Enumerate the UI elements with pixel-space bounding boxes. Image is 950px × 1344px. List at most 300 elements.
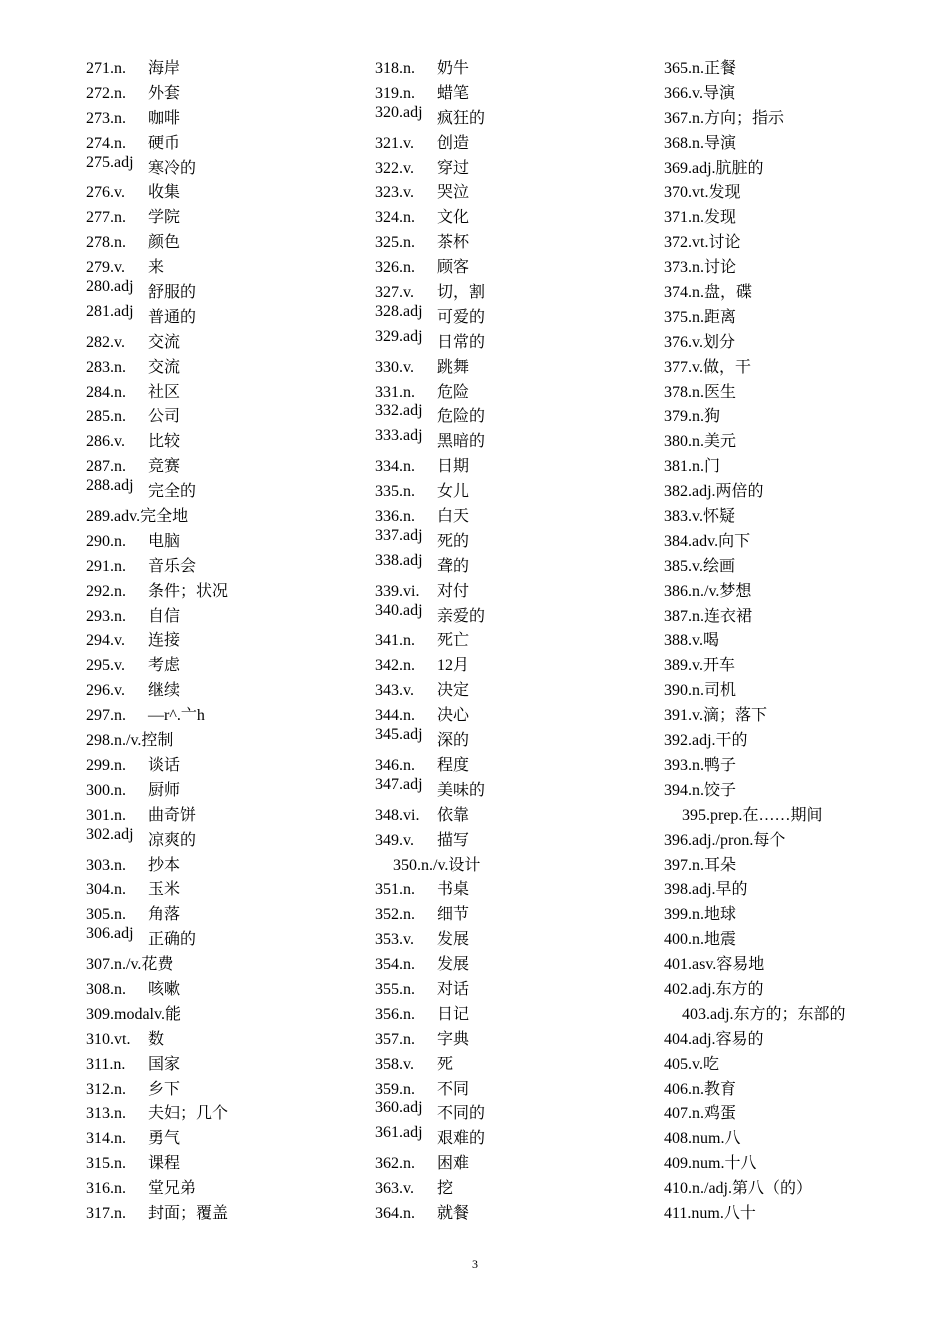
vocab-entry — [86, 704, 356, 729]
entry-definition: —r^.亠h — [148, 707, 205, 725]
entry-number: 380.n. — [664, 433, 704, 451]
vocab-entry — [86, 405, 356, 430]
entry-number: 287.n. — [86, 458, 126, 476]
vocab-entry — [86, 825, 356, 854]
entry-definition: 竞赛 — [148, 458, 181, 476]
entry-definition: 梦想 — [719, 582, 752, 600]
vocab-entry — [664, 804, 934, 829]
entry-number: 294.v. — [86, 632, 125, 650]
entry-number: 363.v. — [375, 1180, 414, 1198]
vocab-entry — [375, 1003, 645, 1028]
entry-definition: 决定 — [437, 682, 470, 700]
vocab-entry — [664, 978, 934, 1003]
entry-definition: 困难 — [437, 1155, 470, 1173]
vocab-entry — [86, 181, 356, 206]
entry-definition: 茶杯 — [437, 234, 470, 252]
entry-number: 401.asv. — [664, 956, 717, 974]
entry-definition: 自信 — [148, 607, 181, 625]
vocab-entry — [664, 1127, 934, 1152]
entry-number: 316.n. — [86, 1180, 126, 1198]
vocab-entry — [86, 57, 356, 82]
entry-definition: 美元 — [704, 433, 737, 451]
vocab-entry — [664, 928, 934, 953]
entry-definition: 发展 — [437, 931, 470, 949]
entry-number: 382.adj. — [664, 483, 716, 501]
vocab-entry — [664, 1078, 934, 1103]
entry-definition: 怀疑 — [702, 508, 735, 526]
entry-number: 304.n. — [86, 881, 126, 899]
entry-number: 345.adj — [375, 726, 423, 744]
entry-number: 332.adj — [375, 402, 423, 420]
entry-definition: 细节 — [437, 906, 470, 924]
entry-number: 340.adj — [375, 601, 423, 619]
vocab-entry — [664, 505, 934, 530]
vocab-entry — [375, 1124, 645, 1152]
vocab-entry — [664, 679, 934, 704]
entry-definition: 美味的 — [437, 781, 486, 799]
entry-number: 411.num. — [664, 1204, 724, 1222]
vocab-entry — [664, 654, 934, 679]
vocab-entry — [375, 829, 645, 854]
entry-definition: 容易的 — [715, 1030, 764, 1048]
entry-definition: 文化 — [437, 209, 470, 227]
entry-definition: 正确的 — [148, 931, 197, 949]
entry-definition: 吃 — [702, 1055, 719, 1073]
entry-definition: 来 — [148, 259, 165, 277]
entry-number: 271.n. — [86, 60, 126, 77]
entry-number: 400.n. — [664, 931, 704, 949]
entry-definition: 东方的 — [715, 980, 764, 998]
vocab-entry — [375, 231, 645, 256]
vocab-entry — [375, 427, 645, 455]
entry-number: 328.adj — [375, 302, 423, 320]
entry-definition: 完全地 — [140, 508, 189, 526]
vocab-entry — [375, 181, 645, 206]
vocab-entry — [375, 679, 645, 704]
entry-definition: 蜡笔 — [437, 84, 470, 102]
entry-definition: 决心 — [437, 707, 470, 725]
vocab-entry — [86, 331, 356, 356]
entry-number: 393.n. — [664, 756, 704, 774]
entry-definition: 创造 — [437, 134, 470, 152]
entry-number: 385.v. — [664, 557, 703, 575]
entry-definition: 海岸 — [148, 60, 181, 77]
entry-definition: 乡下 — [148, 1080, 181, 1098]
entry-definition: 死亡 — [437, 632, 470, 650]
vocab-entry — [86, 555, 356, 580]
entry-definition: 公司 — [148, 408, 181, 426]
vocab-entry — [664, 704, 934, 729]
entry-number: 322.v. — [375, 159, 414, 177]
entry-number: 358.v. — [375, 1055, 414, 1073]
entry-definition: 做，干 — [702, 358, 751, 376]
vocab-entry — [664, 331, 934, 356]
entry-definition: 硬币 — [148, 134, 181, 152]
entry-definition: 收集 — [148, 184, 181, 202]
vocab-entry — [86, 430, 356, 455]
vocab-entry — [375, 854, 645, 879]
entry-number: 297.n. — [86, 707, 126, 725]
vocab-entry — [86, 381, 356, 406]
entry-definition: 外套 — [148, 84, 181, 102]
entry-number: 309.modalv. — [86, 1005, 165, 1023]
vocab-entry — [86, 477, 356, 505]
entry-definition: 凉爽的 — [148, 831, 197, 849]
entry-definition: 向下 — [718, 532, 751, 550]
entry-definition: 不同的 — [437, 1105, 486, 1123]
entry-number: 308.n. — [86, 980, 126, 998]
vocab-entry — [86, 779, 356, 804]
page-number: 3 — [472, 1257, 478, 1271]
entry-number: 376.v. — [664, 333, 703, 351]
vocab-entry — [664, 854, 934, 879]
entry-number: 337.adj — [375, 526, 423, 544]
vocab-entry — [86, 1127, 356, 1152]
entry-definition: 咖啡 — [148, 109, 181, 127]
entry-definition: 聋的 — [437, 557, 470, 575]
entry-number: 324.n. — [375, 209, 415, 227]
entry-number: 274.n. — [86, 134, 126, 152]
entry-number: 296.v. — [86, 682, 125, 700]
entry-definition: 堂兄弟 — [148, 1180, 197, 1198]
entry-number: 390.n. — [664, 682, 704, 700]
vocab-entry — [375, 551, 645, 580]
entry-number: 387.n. — [664, 607, 704, 625]
entry-number: 392.adj. — [664, 732, 716, 750]
vocab-entry — [664, 1028, 934, 1053]
entry-number: 371.n. — [664, 209, 704, 227]
vocab-entry — [375, 1177, 645, 1202]
entry-number: 339.vi. — [375, 582, 420, 600]
entry-number: 367.n. — [664, 109, 704, 127]
entry-definition: 滴；落下 — [702, 707, 767, 725]
entry-definition: 划分 — [702, 333, 735, 351]
entry-number: 319.n. — [375, 84, 415, 102]
vocab-entry — [375, 978, 645, 1003]
entry-definition: 喝 — [702, 632, 719, 650]
vocab-entry — [86, 580, 356, 605]
entry-definition: 黑暗的 — [437, 433, 486, 451]
vocab-entry — [664, 555, 934, 580]
entry-number: 293.n. — [86, 607, 126, 625]
vocab-entry — [375, 327, 645, 356]
vocab-entry — [86, 679, 356, 704]
entry-number: 356.n. — [375, 1005, 415, 1023]
vocab-entry — [86, 729, 356, 754]
entry-number: 372.vt. — [664, 234, 709, 252]
entry-number: 317.n. — [86, 1204, 126, 1222]
entry-number: 315.n. — [86, 1155, 126, 1173]
vocab-entry — [86, 925, 356, 953]
entry-number: 303.n. — [86, 856, 126, 874]
entry-number: 335.n. — [375, 483, 415, 501]
entry-definition: 颜色 — [148, 234, 181, 252]
vocab-entry — [375, 654, 645, 679]
entry-number: 405.v. — [664, 1055, 703, 1073]
vocab-entry — [86, 302, 356, 331]
vocab-entry — [375, 804, 645, 829]
entry-definition: 12月 — [437, 657, 470, 675]
entry-definition: 两倍的 — [715, 483, 764, 501]
entry-number: 350.n./v. — [393, 856, 449, 874]
entry-definition: 医生 — [704, 383, 737, 401]
vocab-entry — [86, 1028, 356, 1053]
entry-definition: 女儿 — [437, 483, 470, 501]
entry-number: 399.n. — [664, 906, 704, 924]
entry-definition: 发现 — [708, 184, 741, 202]
vocab-entry — [664, 231, 934, 256]
vocab-entry — [86, 107, 356, 132]
entry-number: 323.v. — [375, 184, 414, 202]
entry-definition: 顾客 — [437, 259, 470, 277]
entry-definition: 字典 — [437, 1030, 470, 1048]
entry-number: 289.adv. — [86, 508, 141, 526]
entry-definition: 谈话 — [148, 756, 181, 774]
entry-definition: 盘，碟 — [704, 284, 753, 302]
entry-number: 373.n. — [664, 259, 704, 277]
vocab-entry — [664, 157, 934, 182]
entry-number: 318.n. — [375, 60, 415, 77]
entry-number: 377.v. — [664, 358, 703, 376]
entry-definition: 控制 — [141, 732, 174, 750]
vocab-entry — [664, 181, 934, 206]
entry-number: 369.adj. — [664, 159, 716, 177]
vocab-entry — [86, 978, 356, 1003]
entry-definition: 设计 — [448, 856, 481, 874]
entry-number: 409.num. — [664, 1155, 725, 1173]
vocab-entry — [375, 1053, 645, 1078]
entry-definition: 在……期间 — [742, 806, 823, 824]
entry-definition: 考虑 — [148, 657, 181, 675]
vocab-entry — [664, 206, 934, 231]
vocab-entry — [86, 1078, 356, 1103]
entry-number: 273.n. — [86, 109, 126, 127]
vocab-entry — [86, 505, 356, 530]
entry-number: 384.adv. — [664, 532, 719, 550]
vocab-entry — [664, 1003, 934, 1028]
vocab-entry — [375, 132, 645, 157]
entry-definition: 每个 — [753, 831, 786, 849]
vocab-entry — [664, 903, 934, 928]
vocab-entry — [86, 1102, 356, 1127]
entry-number: 336.n. — [375, 508, 415, 526]
entry-number: 404.adj. — [664, 1030, 716, 1048]
entry-number: 361.adj — [375, 1124, 423, 1142]
entry-definition: 危险的 — [437, 408, 486, 426]
entry-definition: 穿过 — [437, 159, 470, 177]
entry-definition: 狗 — [704, 408, 721, 426]
entry-definition: 封面；覆盖 — [148, 1204, 229, 1222]
entry-number: 272.n. — [86, 84, 126, 102]
vocab-entry — [375, 903, 645, 928]
entry-definition: 切，割 — [437, 284, 486, 302]
entry-number: 312.n. — [86, 1080, 126, 1098]
vocab-entry — [86, 1202, 356, 1227]
entry-number: 305.n. — [86, 906, 126, 924]
entry-definition: 八十 — [723, 1204, 756, 1222]
vocab-entry — [86, 654, 356, 679]
entry-number: 344.n. — [375, 707, 415, 725]
entry-number: 379.n. — [664, 408, 704, 426]
entry-number: 320.adj — [375, 103, 423, 121]
entry-definition: 曲奇饼 — [148, 806, 197, 824]
entry-definition: 白天 — [437, 508, 470, 526]
vocab-entry — [664, 82, 934, 107]
entry-definition: 疯狂的 — [437, 109, 486, 127]
entry-number: 334.n. — [375, 458, 415, 476]
entry-number: 314.n. — [86, 1130, 126, 1148]
entry-number: 346.n. — [375, 756, 415, 774]
entry-number: 403.adj. — [682, 1005, 734, 1023]
entry-number: 407.n. — [664, 1105, 704, 1123]
entry-definition: 跳舞 — [437, 358, 470, 376]
entry-definition: 音乐会 — [148, 557, 197, 575]
entry-number: 338.adj — [375, 551, 423, 569]
entry-definition: 日记 — [437, 1005, 470, 1023]
vocab-entry — [375, 157, 645, 182]
vocab-entry — [375, 928, 645, 953]
entry-number: 357.n. — [375, 1030, 415, 1048]
entry-number: 310.vt. — [86, 1030, 131, 1048]
entry-number: 302.adj — [86, 825, 134, 843]
entry-definition: 耳朵 — [704, 856, 737, 874]
entry-definition: 数 — [148, 1030, 165, 1048]
entry-definition: 地球 — [704, 906, 737, 924]
vocab-entry — [86, 1152, 356, 1177]
vocab-entry — [375, 256, 645, 281]
vocab-entry — [86, 629, 356, 654]
entry-number: 396.adj./pron. — [664, 831, 754, 849]
vocab-entry — [375, 775, 645, 804]
entry-number: 386.n./v. — [664, 582, 720, 600]
vocab-entry — [664, 953, 934, 978]
entry-definition: 花费 — [141, 956, 174, 974]
entry-number: 398.adj. — [664, 881, 716, 899]
vocab-entry — [664, 1152, 934, 1177]
entry-definition: 依靠 — [437, 806, 470, 824]
entry-number: 375.n. — [664, 308, 704, 326]
entry-number: 351.n. — [375, 881, 415, 899]
entry-number: 290.n. — [86, 532, 126, 550]
entry-number: 307.n./v. — [86, 956, 142, 974]
entry-number: 311.n. — [86, 1055, 126, 1073]
vocab-entry — [375, 356, 645, 381]
entry-number: 389.v. — [664, 657, 703, 675]
vocab-entry — [664, 779, 934, 804]
entry-number: 354.n. — [375, 956, 415, 974]
vocab-entry — [664, 829, 934, 854]
vocab-column-2 — [375, 57, 645, 1227]
entry-number: 349.v. — [375, 831, 414, 849]
entry-definition: 社区 — [148, 383, 181, 401]
entry-definition: 奶牛 — [437, 60, 470, 77]
entry-definition: 距离 — [704, 308, 737, 326]
entry-definition: 交流 — [148, 333, 181, 351]
vocab-entry — [664, 580, 934, 605]
entry-definition: 对付 — [437, 582, 470, 600]
vocab-entry — [86, 1177, 356, 1202]
vocab-entry — [664, 281, 934, 306]
vocab-entry — [664, 605, 934, 630]
entry-number: 408.num. — [664, 1130, 725, 1148]
vocab-entry — [664, 878, 934, 903]
vocab-column-3 — [664, 57, 934, 1227]
entry-number: 341.n. — [375, 632, 415, 650]
vocab-entry — [86, 953, 356, 978]
entry-number: 352.n. — [375, 906, 415, 924]
entry-definition: 讨论 — [708, 234, 741, 252]
entry-definition: 程度 — [437, 756, 470, 774]
entry-number: 280.adj — [86, 278, 134, 296]
vocab-entry — [375, 1152, 645, 1177]
entry-definition: 咳嗽 — [148, 980, 181, 998]
entry-definition: 早的 — [715, 881, 748, 899]
entry-number: 394.n. — [664, 781, 704, 799]
entry-definition: 日期 — [437, 458, 470, 476]
entry-definition: 肮脏的 — [715, 159, 764, 177]
vocab-entry — [664, 480, 934, 505]
entry-definition: 饺子 — [704, 781, 737, 799]
vocab-entry — [664, 455, 934, 480]
vocab-entry — [375, 953, 645, 978]
entry-number: 378.n. — [664, 383, 704, 401]
entry-number: 391.v. — [664, 707, 703, 725]
vocab-entry — [664, 132, 934, 157]
entry-definition: 容易地 — [716, 956, 765, 974]
entry-definition: 哭泣 — [437, 184, 470, 202]
entry-definition: 发现 — [704, 209, 737, 227]
vocab-entry — [86, 231, 356, 256]
vocab-entry — [375, 455, 645, 480]
entry-number: 277.n. — [86, 209, 126, 227]
entry-number: 366.v. — [664, 84, 703, 102]
vocab-entry — [664, 530, 934, 555]
entry-definition: 亲爱的 — [437, 607, 486, 625]
entry-number: 313.n. — [86, 1105, 126, 1123]
entry-number: 388.v. — [664, 632, 703, 650]
entry-number: 288.adj — [86, 477, 134, 495]
entry-definition: 国家 — [148, 1055, 181, 1073]
entry-definition: 开车 — [702, 657, 735, 675]
entry-definition: 干的 — [715, 732, 748, 750]
entry-definition: 交流 — [148, 358, 181, 376]
entry-definition: 寒冷的 — [148, 159, 197, 177]
vocab-entry — [375, 629, 645, 654]
entry-definition: 导演 — [702, 84, 735, 102]
entry-definition: 发展 — [437, 956, 470, 974]
vocab-entry — [86, 206, 356, 231]
entry-number: 282.v. — [86, 333, 125, 351]
entry-definition: 挖 — [437, 1180, 454, 1198]
vocab-entry — [664, 405, 934, 430]
vocab-entry — [664, 107, 934, 132]
entry-number: 329.adj — [375, 327, 423, 345]
entry-definition: 方向；指示 — [704, 109, 785, 127]
entry-number: 359.n. — [375, 1080, 415, 1098]
vocab-entry — [664, 1053, 934, 1078]
entry-definition: 东方的；东部的 — [733, 1005, 846, 1023]
entry-definition: 描写 — [437, 831, 470, 849]
entry-definition: 夫妇；几个 — [148, 1105, 229, 1123]
vocab-entry — [664, 306, 934, 331]
vocab-column-1 — [86, 57, 356, 1227]
entry-number: 374.n. — [664, 284, 704, 302]
entry-number: 383.v. — [664, 508, 703, 526]
vocab-entry — [86, 153, 356, 182]
vocab-entry — [664, 381, 934, 406]
entry-definition: 门 — [704, 458, 721, 476]
entry-definition: 地震 — [704, 931, 737, 949]
